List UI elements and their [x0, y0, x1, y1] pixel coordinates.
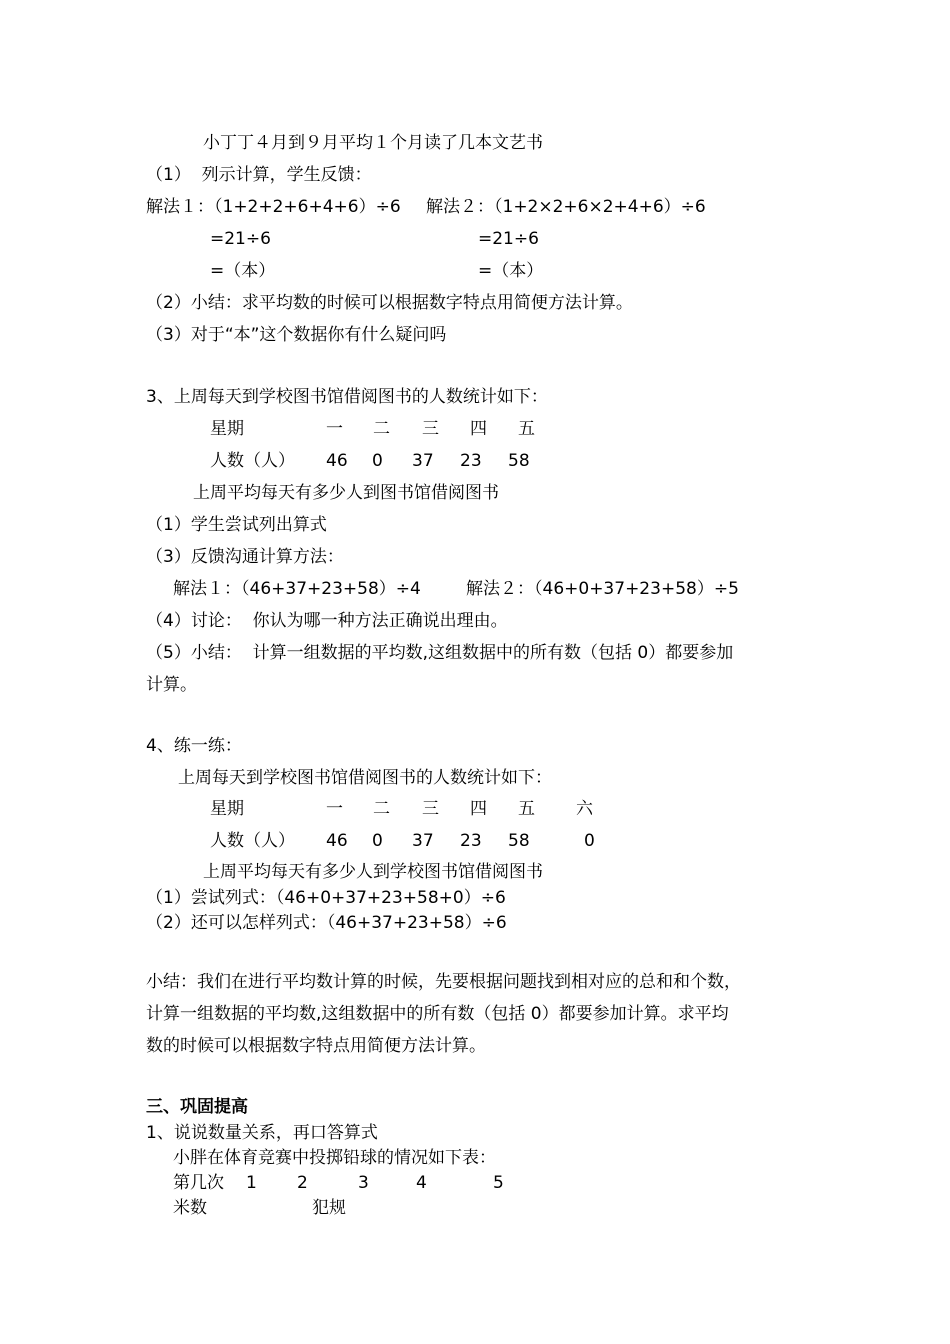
section-3-step-3: （3）反馈沟通计算方法：: [146, 547, 344, 567]
count-cell: 46: [326, 831, 348, 851]
step-3-question: （3）对于“本”这个数据你有什么疑问吗: [146, 325, 447, 345]
times-cell: 4: [416, 1173, 427, 1193]
day-cell: 五: [518, 799, 535, 819]
times-cell: 3: [358, 1173, 369, 1193]
summary-line-1: 小结：我们在进行平均数计算的时候，先要根据问题找到相对应的总和和个数，: [146, 972, 741, 992]
times-cell: 5: [493, 1173, 504, 1193]
section-3-method-2: 解法２：（46+0+37+23+58）÷5: [466, 579, 739, 599]
count-cell: 46: [326, 451, 348, 471]
method-1: 解法１：（1+2+2+6+4+6）÷6: [146, 197, 401, 217]
count-cell: 0: [584, 831, 595, 851]
method-1-step-2: =（本）: [210, 261, 276, 281]
section-3-step-4: （4）讨论： 你认为哪一种方法正确说出理由。: [146, 611, 508, 631]
part-3-description: 小胖在体育竞赛中投掷铅球的情况如下表：: [173, 1148, 496, 1168]
section-4-step-2: （2）还可以怎样列式：（46+37+23+58）÷6: [146, 913, 507, 933]
day-cell: 四: [470, 799, 487, 819]
count-cell: 58: [508, 451, 530, 471]
day-cell: 一: [326, 419, 343, 439]
summary-line-2: 计算一组数据的平均数,这组数据中的所有数（包括 0）都要参加计算。求平均: [146, 1004, 729, 1024]
method-1-step-1: =21÷6: [210, 229, 271, 249]
count-cell: 58: [508, 831, 530, 851]
section-4-question: 上周平均每天有多少人到学校图书馆借阅图书: [203, 862, 543, 882]
count-cell: 0: [372, 831, 383, 851]
row-label-day: 星期: [210, 419, 244, 439]
row-label-times: 第几次: [173, 1173, 224, 1193]
row-label-meters: 米数: [173, 1198, 207, 1218]
section-3-method-1: 解法１：（46+37+23+58）÷4: [173, 579, 421, 599]
step-1-calc: （1） 列示计算，学生反馈：: [146, 165, 372, 185]
method-2-step-1: =21÷6: [478, 229, 539, 249]
section-3-step-5: （5）小结： 计算一组数据的平均数,这组数据中的所有数（包括 0）都要参加: [146, 643, 734, 663]
part-3-item-1: 1、说说数量关系，再口答算式: [146, 1123, 378, 1143]
day-cell: 四: [470, 419, 487, 439]
day-cell: 三: [422, 799, 439, 819]
row-label-count: 人数（人）: [210, 451, 295, 471]
day-cell: 一: [326, 799, 343, 819]
count-cell: 23: [460, 451, 482, 471]
method-2: 解法２：（1+2×2+6×2+4+6）÷6: [426, 197, 706, 217]
method-2-step-2: =（本）: [478, 261, 544, 281]
day-cell: 二: [373, 419, 390, 439]
step-2-summary: （2）小结：求平均数的时候可以根据数字特点用简便方法计算。: [146, 293, 633, 313]
section-3-question: 上周平均每天有多少人到图书馆借阅图书: [193, 483, 499, 503]
day-cell: 六: [576, 799, 593, 819]
section-3-intro: 3、上周每天到学校图书馆借阅图书的人数统计如下：: [146, 387, 548, 407]
section-4-title: 4、练一练：: [146, 736, 242, 756]
row-label-day: 星期: [210, 799, 244, 819]
count-cell: 37: [412, 451, 434, 471]
day-cell: 五: [518, 419, 535, 439]
times-cell: 1: [246, 1173, 257, 1193]
section-3-step-1: （1）学生尝试列出算式: [146, 515, 327, 535]
times-cell: 2: [297, 1173, 308, 1193]
day-cell: 二: [373, 799, 390, 819]
foul-cell: 犯规: [312, 1198, 346, 1218]
part-3-heading: 三、巩固提高: [146, 1097, 248, 1117]
question-average-books: 小丁丁４月到９月平均１个月读了几本文艺书: [203, 133, 543, 153]
summary-line-3: 数的时候可以根据数字特点用简便方法计算。: [146, 1036, 486, 1056]
count-cell: 37: [412, 831, 434, 851]
section-3-step-5-cont: 计算。: [146, 675, 197, 695]
day-cell: 三: [422, 419, 439, 439]
row-label-count: 人数（人）: [210, 831, 295, 851]
section-4-step-1: （1）尝试列式：（46+0+37+23+58+0）÷6: [146, 888, 506, 908]
count-cell: 23: [460, 831, 482, 851]
count-cell: 0: [372, 451, 383, 471]
section-4-intro: 上周每天到学校图书馆借阅图书的人数统计如下：: [178, 768, 552, 788]
